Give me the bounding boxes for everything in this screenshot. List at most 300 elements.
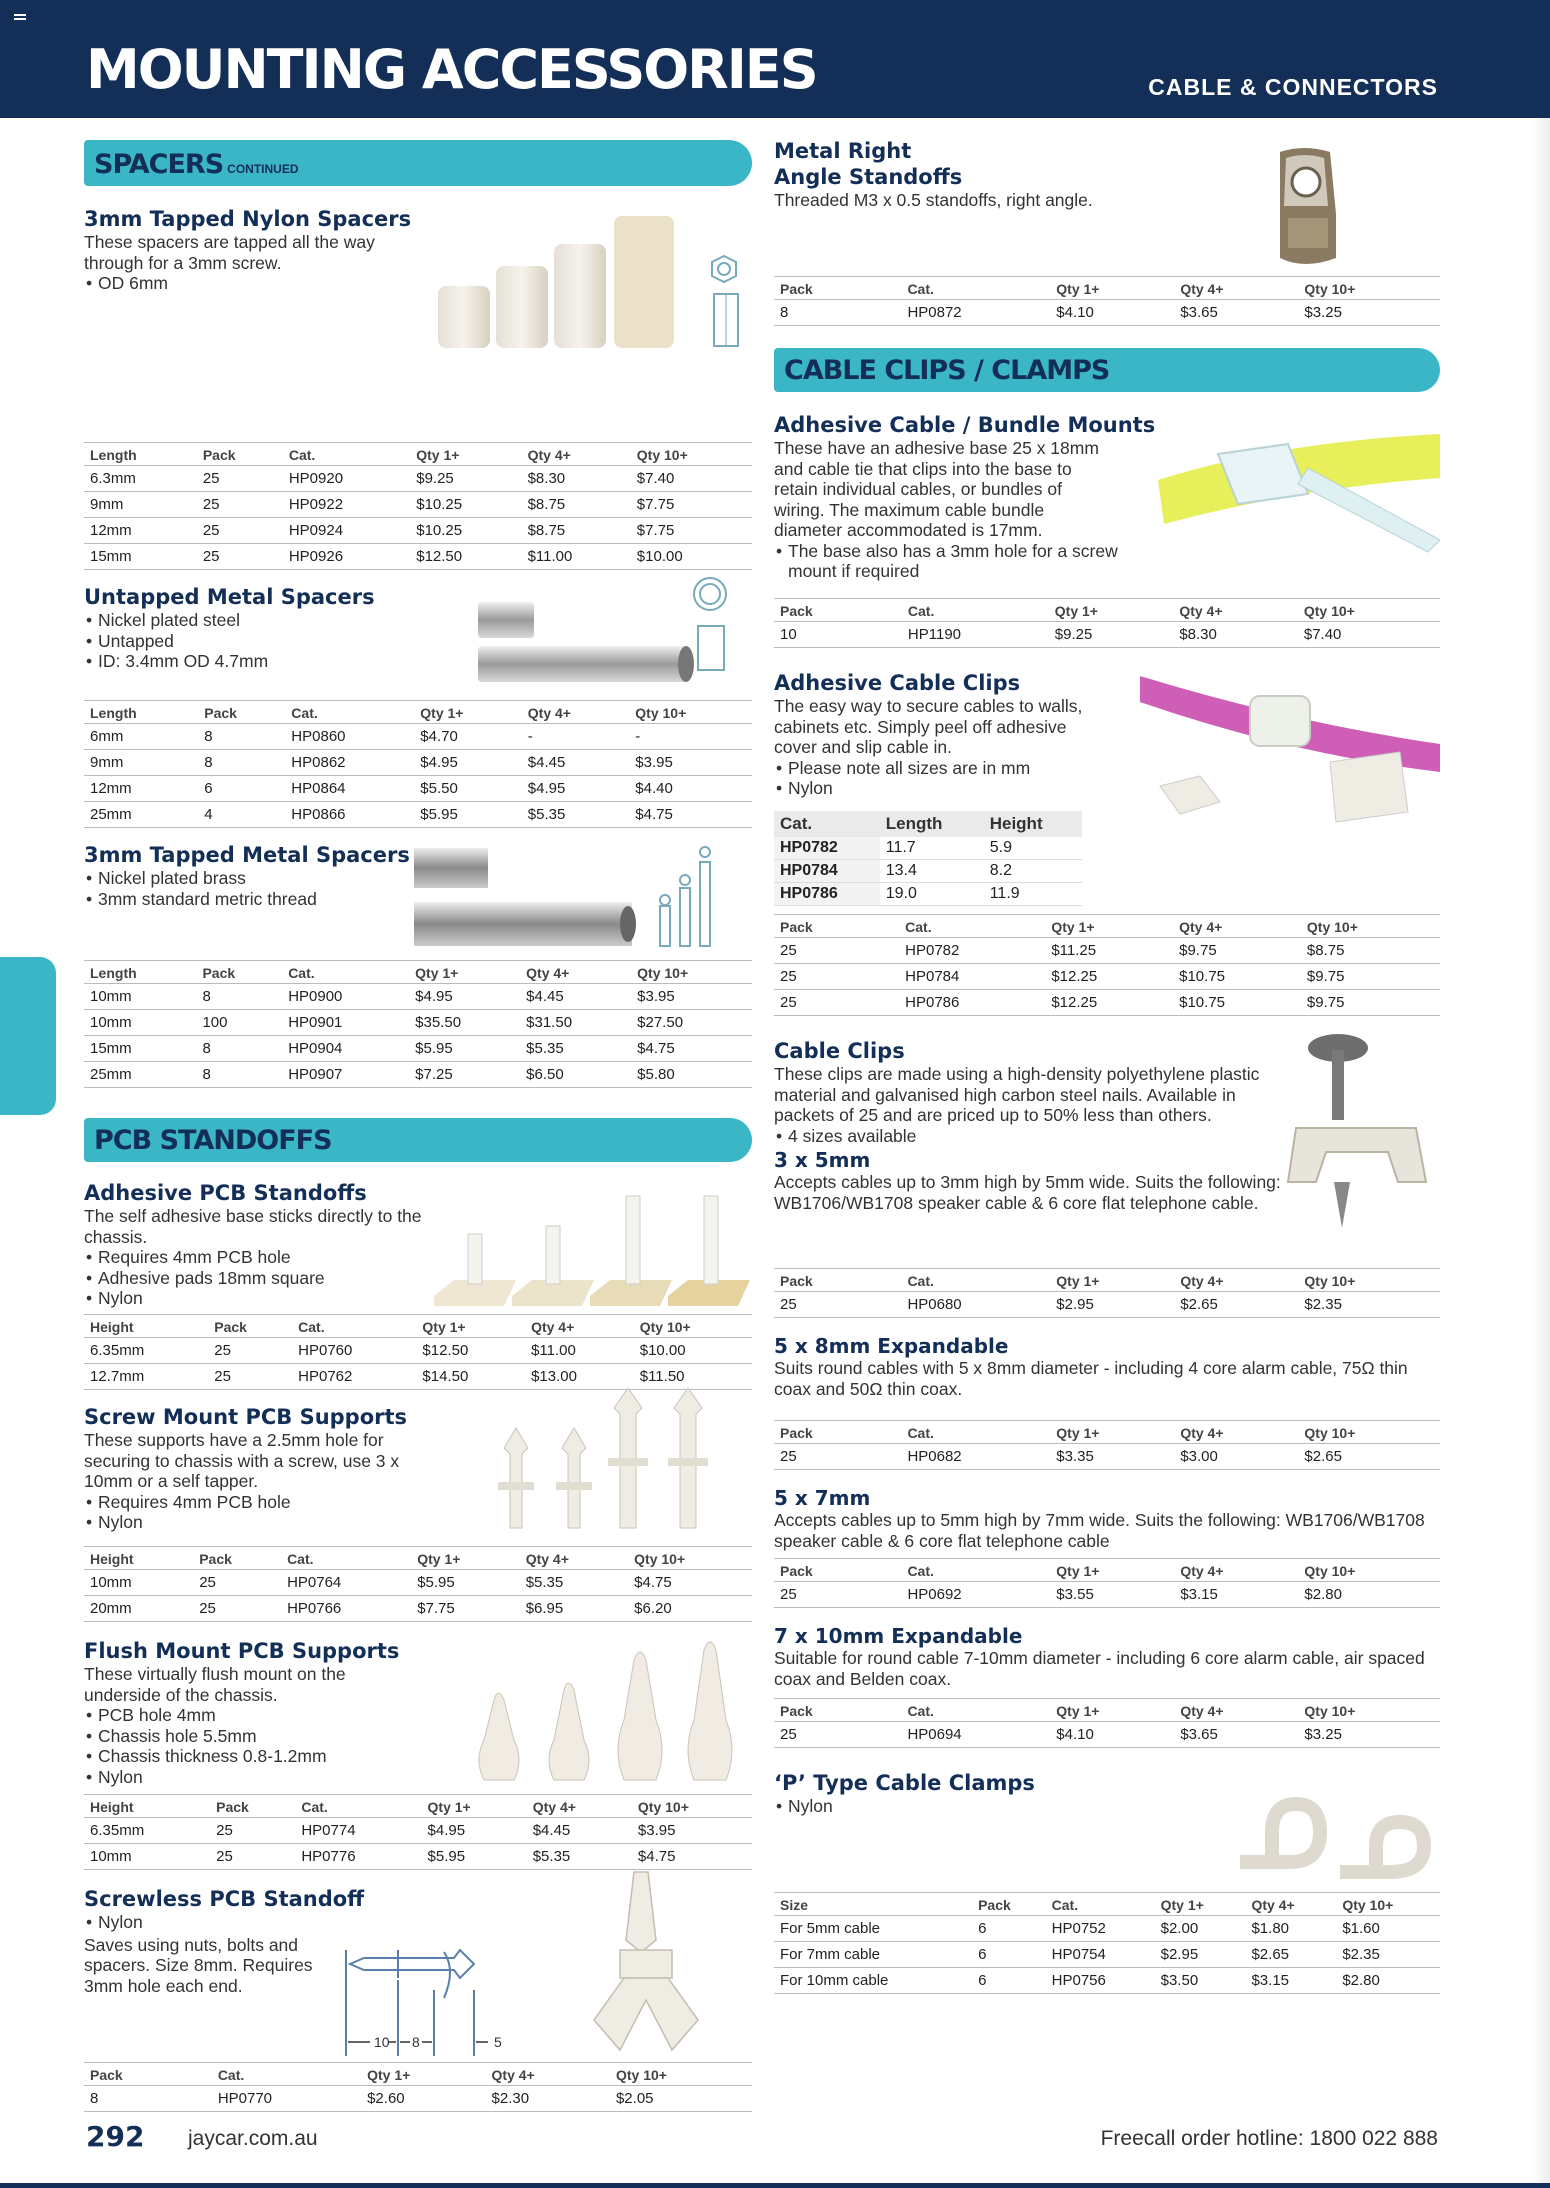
cell: 25 — [774, 1582, 874, 1608]
col-header: Qty 4+ — [1173, 599, 1298, 622]
col-header: Qty 10+ — [634, 1315, 752, 1338]
table-row — [84, 466, 752, 492]
cell: HP0782 — [774, 837, 880, 860]
table-row — [84, 1844, 752, 1870]
cell: 12.7mm — [84, 1364, 208, 1390]
cell: $3.95 — [629, 750, 752, 776]
cell: 25 — [774, 1444, 874, 1470]
cell: $5.35 — [527, 1844, 632, 1870]
col-header: Cat. — [282, 961, 409, 984]
product-title: 3mm Tapped Metal Spacers — [84, 843, 410, 867]
col-header: Cat. — [285, 701, 414, 724]
col-header: Qty 1+ — [1050, 1559, 1174, 1582]
cell: $9.75 — [1301, 990, 1440, 1016]
cell: 25 — [197, 518, 283, 544]
cell: 9mm — [84, 750, 198, 776]
tapped-metal-spacers-table — [84, 960, 752, 1088]
cell: $5.50 — [414, 776, 522, 802]
col-header: Qty 4+ — [1174, 1559, 1298, 1582]
product-title: ‘P’ Type Cable Clamps — [774, 1771, 1035, 1795]
product-description: The easy way to secure cables to walls, cabinets etc. Simply peel off adhesive cover and slip cable in. — [774, 696, 1083, 757]
cell: HP0692 — [901, 1582, 1050, 1608]
cable-clips-3x5-table — [774, 1268, 1440, 1318]
cell: HP0904 — [282, 1036, 409, 1062]
col-header: Size — [774, 1893, 972, 1916]
cell: $1.60 — [1336, 1916, 1440, 1942]
table-row — [84, 492, 752, 518]
col-header: Height — [84, 1795, 210, 1818]
col-header: Qty 1+ — [1050, 277, 1174, 300]
col-header: Cat. — [283, 443, 410, 466]
product-bullet: • Nylon — [774, 1796, 1440, 1817]
col-header: Qty 4+ — [520, 1547, 628, 1570]
col-header — [874, 1421, 901, 1444]
col-header: Qty 10+ — [1298, 1269, 1440, 1292]
col-header: Qty 10+ — [632, 1795, 752, 1818]
col-header: Cat. — [774, 811, 880, 837]
col-header: Height — [84, 1315, 208, 1338]
cell: $6.20 — [628, 1596, 752, 1622]
col-header: Qty 4+ — [1174, 277, 1298, 300]
flush-mount-table — [84, 1794, 752, 1870]
cell: HP0901 — [282, 1010, 409, 1036]
table-row — [774, 1444, 1440, 1470]
subproduct-title: 5 x 7mm — [774, 1486, 871, 1510]
cell: $5.35 — [520, 1036, 631, 1062]
table-row — [774, 837, 1082, 860]
col-header: Qty 1+ — [422, 1795, 527, 1818]
cable-clip-image — [1280, 1032, 1440, 1228]
col-header: Cat. — [901, 1559, 1050, 1582]
dimension-5: 5 — [494, 2034, 502, 2050]
col-header: Qty 4+ — [1174, 1269, 1298, 1292]
col-header: Pack — [210, 1795, 295, 1818]
col-header: Qty 1+ — [416, 1315, 525, 1338]
cell: HP0782 — [899, 938, 1045, 964]
cell: 25 — [774, 990, 873, 1016]
product-adhesive-pcb-standoffs — [84, 1180, 752, 1314]
table-row — [774, 859, 1082, 882]
cell: 11.7 — [880, 837, 984, 860]
col-header: Length — [84, 701, 198, 724]
cell: $7.40 — [1298, 622, 1440, 648]
product-bullet: • ID: 3.4mm OD 4.7mm — [84, 651, 752, 672]
product-description: These have an adhesive base 25 x 18mm and cable tie that clips into the base to retain individual cables, or bundles of wiring. The maximum cable bundle diameter accommodated is 17mm. — [774, 438, 1099, 540]
cell — [185, 2086, 212, 2112]
cell: $2.65 — [1174, 1292, 1298, 1318]
product-description: The self adhesive base sticks directly to the chassis. — [84, 1206, 422, 1247]
cell: 15mm — [84, 544, 197, 570]
cell: 6.35mm — [84, 1818, 210, 1844]
product-bullet: • Chassis thickness 0.8-1.2mm — [84, 1746, 752, 1767]
screw-mount-supports-image — [474, 1388, 744, 1538]
cell: $27.50 — [631, 1010, 752, 1036]
cell: $12.25 — [1045, 990, 1173, 1016]
cell: $10.75 — [1173, 964, 1301, 990]
col-header: Qty 1+ — [410, 443, 521, 466]
col-header: Qty 10+ — [1336, 1893, 1440, 1916]
col-header: Qty 1+ — [1049, 599, 1174, 622]
cell: 8 — [774, 300, 874, 326]
subproduct-5x8 — [774, 1334, 1440, 1420]
product-title: 3mm Tapped Nylon Spacers — [84, 207, 412, 231]
cell — [875, 622, 902, 648]
table-row — [774, 1292, 1440, 1318]
col-header: Pack — [193, 1547, 281, 1570]
spacers-banner — [84, 140, 752, 186]
col-header: Qty 4+ — [525, 1315, 634, 1338]
cell: $3.55 — [1050, 1582, 1174, 1608]
subproduct-description: Accepts cables up to 5mm high by 7mm wide. Suits the following: WB1706/WB1708 speaker cable & 6 core flat telephone cable — [774, 1510, 1425, 1551]
flush-mount-supports-image — [454, 1630, 744, 1794]
cell: 25 — [774, 1292, 874, 1318]
cell: $3.50 — [1155, 1968, 1246, 1994]
col-header: Pack — [774, 277, 874, 300]
cell — [873, 990, 899, 1016]
subproduct-description: Suits round cables with 5 x 8mm diameter - including 4 core alarm cable, 75Ω thin coax and 50Ω thin coax. — [774, 1358, 1408, 1399]
col-header: Qty 1+ — [1050, 1421, 1174, 1444]
subproduct-7x10 — [774, 1624, 1440, 1698]
product-right-angle-standoffs — [774, 138, 1440, 276]
product-p-clamps — [774, 1770, 1440, 1892]
menu-icon[interactable] — [14, 14, 26, 24]
banner-suffix: CONTINUED — [227, 162, 299, 176]
cell: 6.35mm — [84, 1338, 208, 1364]
table-row — [84, 802, 752, 828]
product-description: These virtually flush mount on the underside of the chassis. — [84, 1664, 346, 1705]
cell: 6 — [198, 776, 285, 802]
cell: HP0786 — [774, 882, 880, 905]
cable-clips-5x8-table — [774, 1420, 1440, 1470]
cell: $2.30 — [486, 2086, 610, 2112]
product-title: Adhesive Cable Clips — [774, 671, 1021, 695]
product-bullet: • Requires 4mm PCB hole — [84, 1247, 752, 1268]
table-row — [84, 1010, 752, 1036]
page-header — [0, 0, 1550, 118]
cell: 25 — [208, 1338, 292, 1364]
cell: $5.95 — [411, 1570, 519, 1596]
col-header: Qty 1+ — [1050, 1699, 1174, 1722]
cell: HP0866 — [285, 802, 414, 828]
cell: $10.25 — [410, 518, 521, 544]
table-row — [84, 750, 752, 776]
product-bullet: • Please note all sizes are in mm — [774, 758, 1440, 779]
tapped-metal-spacers-image — [410, 838, 744, 950]
col-header: Pack — [774, 1269, 874, 1292]
cell: $14.50 — [416, 1364, 525, 1390]
cell: HP0680 — [901, 1292, 1050, 1318]
cable-clips-banner — [774, 348, 1440, 392]
table-row — [774, 964, 1440, 990]
cell: $4.10 — [1050, 1722, 1174, 1748]
p-clamp-image — [1230, 1788, 1440, 1888]
col-header: Cat. — [212, 2063, 361, 2086]
cell: HP0786 — [899, 990, 1045, 1016]
cell: 25 — [193, 1570, 281, 1596]
col-header: Qty 4+ — [1245, 1893, 1336, 1916]
product-title: Screw Mount PCB Supports — [84, 1405, 408, 1429]
cell: HP0776 — [295, 1844, 421, 1870]
table-row — [774, 1916, 1440, 1942]
cell: $7.75 — [631, 518, 752, 544]
col-header: Qty 1+ — [1045, 915, 1173, 938]
product-title: Screwless PCB Standoff — [84, 1887, 365, 1911]
col-header: Qty 4+ — [520, 961, 631, 984]
col-header — [873, 915, 899, 938]
page-footer — [0, 2120, 1550, 2160]
product-untapped-spacers — [84, 584, 752, 700]
product-screw-mount-supports — [84, 1404, 752, 1546]
cell: HP0754 — [1046, 1942, 1155, 1968]
product-bullet: • Requires 4mm PCB hole — [84, 1492, 752, 1513]
cell: $5.80 — [631, 1062, 752, 1088]
product-bullet: • The base also has a 3mm hole for a screw mount if required — [774, 541, 1154, 582]
cell: $2.80 — [1298, 1582, 1440, 1608]
right-column — [774, 138, 1440, 1994]
cell: 25 — [197, 466, 283, 492]
cell: $10.00 — [631, 544, 752, 570]
cell: $11.25 — [1045, 938, 1173, 964]
col-header: Qty 1+ — [1155, 1893, 1246, 1916]
table-row — [84, 518, 752, 544]
cell: $9.25 — [410, 466, 521, 492]
col-header — [874, 277, 901, 300]
table-row — [84, 1338, 752, 1364]
table-row — [84, 776, 752, 802]
subproduct-title: 5 x 8mm Expandable — [774, 1334, 1009, 1358]
cell: $4.75 — [631, 1036, 752, 1062]
cell: $9.25 — [1049, 622, 1174, 648]
col-header: Cat. — [901, 1421, 1050, 1444]
cell: HP0752 — [1046, 1916, 1155, 1942]
cell: $5.95 — [409, 1036, 520, 1062]
col-header: Qty 10+ — [1298, 277, 1440, 300]
cell: $3.00 — [1174, 1444, 1298, 1470]
cell: $12.25 — [1045, 964, 1173, 990]
table-row — [774, 1942, 1440, 1968]
table-row — [774, 938, 1440, 964]
col-header: Pack — [208, 1315, 292, 1338]
table-row — [84, 1818, 752, 1844]
cell: $2.35 — [1336, 1942, 1440, 1968]
cell: $3.65 — [1174, 300, 1298, 326]
cell — [874, 300, 901, 326]
product-bullet: • 3mm standard metric thread — [84, 889, 752, 910]
hotline-text: Freecall order hotline: 1800 022 888 — [1100, 2127, 1438, 2150]
product-title: Adhesive PCB Standoffs — [84, 1181, 367, 1205]
cell: $6.95 — [520, 1596, 628, 1622]
cell: 100 — [196, 1010, 282, 1036]
table-row — [84, 1036, 752, 1062]
left-column — [84, 140, 752, 2112]
cell: $4.95 — [522, 776, 630, 802]
col-header — [874, 1269, 901, 1292]
cell: HP0864 — [285, 776, 414, 802]
cell: HP0922 — [283, 492, 410, 518]
cell: $4.40 — [629, 776, 752, 802]
cell: HP0694 — [901, 1722, 1050, 1748]
cell: $7.75 — [411, 1596, 519, 1622]
product-bullet: • Chassis hole 5.5mm — [84, 1726, 752, 1747]
cell: $12.50 — [410, 544, 521, 570]
cell: $10.75 — [1173, 990, 1301, 1016]
table-row — [84, 984, 752, 1010]
col-header: Qty 1+ — [414, 701, 522, 724]
col-header: Cat. — [901, 277, 1050, 300]
cell: 8 — [198, 724, 285, 750]
cell: HP0920 — [283, 466, 410, 492]
product-bullet: • Nylon — [84, 1767, 752, 1788]
cell: 25 — [208, 1364, 292, 1390]
product-title-line2: Angle Standoffs — [774, 165, 963, 189]
col-header: Cat. — [1046, 1893, 1155, 1916]
cell: $4.95 — [409, 984, 520, 1010]
cell: $4.45 — [520, 984, 631, 1010]
cell: $10.25 — [410, 492, 521, 518]
untapped-spacers-table — [84, 700, 752, 828]
product-bullet: • Nylon — [774, 778, 1440, 799]
product-description: Saves using nuts, bolts and spacers. Size 8mm. Requires 3mm hole each end. — [84, 1934, 313, 1996]
product-bullet: • Nylon — [84, 1288, 752, 1309]
cell: HP0924 — [283, 518, 410, 544]
metal-spacers-image — [394, 576, 744, 688]
nylon-spacers-table — [84, 442, 752, 570]
cell: $4.70 — [414, 724, 522, 750]
col-header: Pack — [972, 1893, 1046, 1916]
cell: 10mm — [84, 1844, 210, 1870]
cell: 25 — [210, 1844, 295, 1870]
cell: 25 — [774, 938, 873, 964]
cell: $8.75 — [522, 518, 631, 544]
cell: 10mm — [84, 1570, 193, 1596]
product-adhesive-clips — [774, 670, 1440, 914]
cell — [874, 1722, 901, 1748]
product-nylon-spacers — [84, 206, 752, 442]
nylon-spacers-image — [434, 194, 744, 354]
cell: $11.00 — [525, 1338, 634, 1364]
col-header: Qty 10+ — [610, 2063, 752, 2086]
screwless-standoff-image — [590, 1870, 710, 2058]
cell — [873, 964, 899, 990]
cell: 11.9 — [984, 882, 1082, 905]
cell: $4.75 — [632, 1844, 752, 1870]
cell: HP0926 — [283, 544, 410, 570]
product-title: Metal Right — [774, 139, 912, 163]
product-description: These clips are made using a high-density polyethylene plastic material and galvanised high carbon steel nails. Available in packets of 25 and are priced up to 50% less than others. — [774, 1064, 1260, 1125]
col-header: Pack — [774, 1421, 874, 1444]
table-row — [84, 544, 752, 570]
screwless-table — [84, 2062, 752, 2112]
col-header: Qty 10+ — [1298, 599, 1440, 622]
product-bullet: • Nylon — [84, 1512, 752, 1533]
table-row — [84, 1570, 752, 1596]
right-angle-table — [774, 276, 1440, 326]
col-header: Length — [84, 443, 197, 466]
table-row — [84, 724, 752, 750]
banner-title: CABLE CLIPS / CLAMPS — [784, 355, 1110, 386]
subproduct-title: 7 x 10mm Expandable — [774, 1624, 1023, 1648]
product-bundle-mounts — [774, 412, 1440, 598]
col-header: Qty 10+ — [1298, 1699, 1440, 1722]
cell: $3.15 — [1245, 1968, 1336, 1994]
col-header: Qty 1+ — [409, 961, 520, 984]
col-header: Qty 4+ — [1174, 1699, 1298, 1722]
col-header: Qty 4+ — [1174, 1421, 1298, 1444]
cell: HP0770 — [212, 2086, 361, 2112]
cell: $7.75 — [631, 492, 752, 518]
cell: 25mm — [84, 802, 198, 828]
table-row — [774, 1968, 1440, 1994]
page-number: 292 — [86, 2120, 145, 2153]
table-row — [774, 1722, 1440, 1748]
cell: $2.95 — [1050, 1292, 1174, 1318]
col-header: Qty 1+ — [411, 1547, 519, 1570]
col-header: Qty 4+ — [527, 1795, 632, 1818]
table-row — [84, 1062, 752, 1088]
website-link[interactable]: jaycar.com.au — [188, 2127, 318, 2150]
cell: HP0900 — [282, 984, 409, 1010]
col-header: Cat. — [295, 1795, 421, 1818]
cell: $5.35 — [520, 1570, 628, 1596]
cell: $4.95 — [414, 750, 522, 776]
cell: 6 — [972, 1942, 1046, 1968]
cell: 5.9 — [984, 837, 1082, 860]
cell: HP0766 — [281, 1596, 411, 1622]
cell: 6 — [972, 1968, 1046, 1994]
cell: - — [522, 724, 630, 750]
col-header: Cat. — [902, 599, 1049, 622]
cell: $12.50 — [416, 1338, 525, 1364]
cell: 8 — [196, 984, 282, 1010]
cell: HP0907 — [282, 1062, 409, 1088]
section-tab[interactable] — [0, 957, 56, 1115]
cell: 25 — [774, 1722, 874, 1748]
cell — [874, 1582, 901, 1608]
cell: 10 — [774, 622, 875, 648]
col-header: Qty 4+ — [522, 701, 630, 724]
right-angle-standoff-image — [1264, 144, 1354, 270]
cell: 25mm — [84, 1062, 196, 1088]
col-header: Qty 4+ — [522, 443, 631, 466]
cell: HP0784 — [899, 964, 1045, 990]
col-header: Cat. — [899, 915, 1045, 938]
product-bullet: • Nickel plated brass — [84, 868, 752, 889]
cell: $8.75 — [522, 492, 631, 518]
banner-title: SPACERS — [94, 149, 224, 180]
col-header: Pack — [198, 701, 285, 724]
page-edge — [1532, 118, 1550, 2188]
col-header: Pack — [774, 599, 875, 622]
col-header: Cat. — [901, 1269, 1050, 1292]
cable-clips-7x10-table — [774, 1698, 1440, 1748]
product-description: These spacers are tapped all the way through for a 3mm screw. — [84, 232, 375, 273]
cell: $5.95 — [422, 1844, 527, 1870]
col-header: Qty 10+ — [1298, 1421, 1440, 1444]
cell: 6.3mm — [84, 466, 197, 492]
cell: 25 — [197, 492, 283, 518]
cell: $9.75 — [1173, 938, 1301, 964]
cell: $2.00 — [1155, 1916, 1246, 1942]
col-header: Qty 10+ — [1301, 915, 1440, 938]
cell: $7.40 — [631, 466, 752, 492]
product-bullet: • PCB hole 4mm — [84, 1705, 752, 1726]
table-row — [774, 622, 1440, 648]
section-label: CABLE & CONNECTORS — [1148, 74, 1438, 100]
cell: $7.25 — [409, 1062, 520, 1088]
table-row — [774, 300, 1440, 326]
col-header: Length — [880, 811, 984, 837]
product-bullet: • 4 sizes available — [774, 1126, 1440, 1147]
